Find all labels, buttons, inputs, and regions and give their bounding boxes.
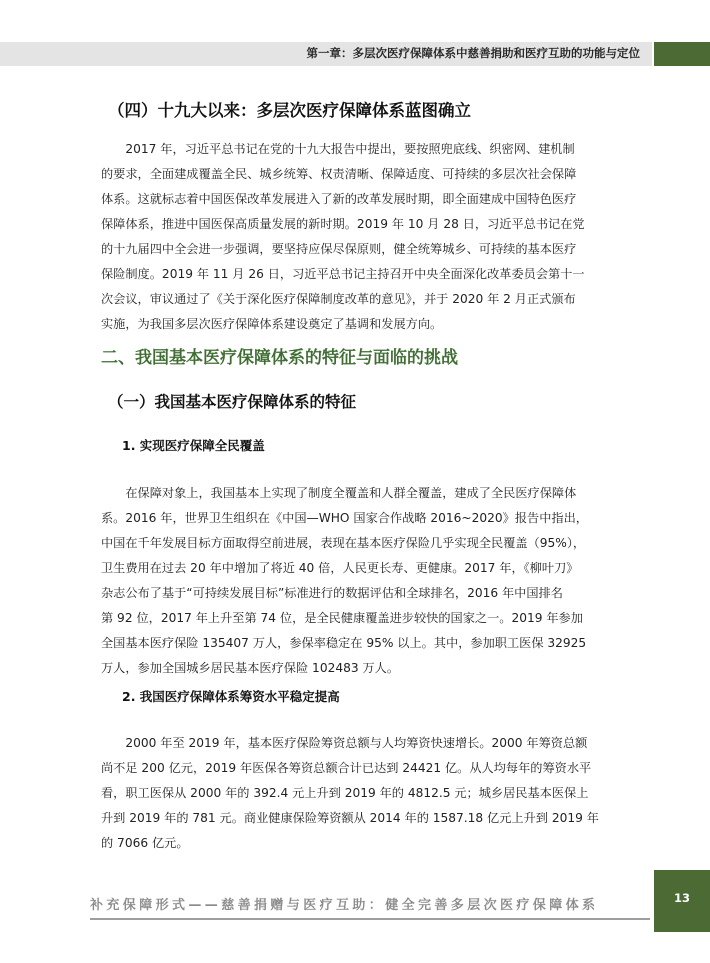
point-2-paragraph [101,731,631,856]
paragraph-line: 保障体系，推进中国医保高质量发展的新时期。2019 年 10 月 28 日，习近平总书记在党 [101,217,585,231]
paragraph-line: 卫生费用在过去 20 年中增加了将近 40 倍，人民更长寿、更健康。2017 年，《柳叶刀》 [101,561,579,575]
point-1-heading: 1. 实现医疗保障全民覆盖 [122,438,265,453]
paragraph-line: 杂志公布了基于“可持续发展目标”标准进行的数据评估和全球排名，2016 年中国排名 [101,586,563,600]
section-4-paragraph [101,137,631,337]
paragraph-line: 的十九届四中全会进一步强调，要坚持应保尽保原则，健全统筹城乡、可持续的基本医疗 [101,242,577,256]
paragraph-line: 看，职工医保从 2000 年的 392.4 元上升到 2019 年的 4812.5 元；城乡居民基本医保上 [101,786,589,800]
chapter-title: 第一章：多层次医疗保障体系中慈善捐助和医疗互助的功能与定位 [306,46,640,60]
section-4-heading: （四）十九大以来：多层次医疗保障体系蓝图确立 [108,101,471,120]
page-number: 13 [673,891,690,905]
point-1-paragraph [101,481,631,681]
paragraph-line: 第 92 位，2017 年上升至第 74 位，是全民健康覆盖进步较快的国家之一。2019 年参加 [101,611,583,625]
paragraph-line: 2000 年至 2019 年，基本医疗保险筹资总额与人均筹资快速增长。2000 年筹资总额 [101,736,588,750]
paragraph-line: 全国基本医疗保险 135407 万人，参保率稳定在 95% 以上。其中，参加职工医保 32925 [101,636,587,650]
paragraph-line: 实施，为我国多层次医疗保障体系建设奠定了基调和发展方向。 [101,317,443,331]
paragraph-line: 在保障对象上，我国基本上实现了制度全覆盖和人群全覆盖，建成了全民医疗保障体 [101,486,577,500]
paragraph-line: 体系。这就标志着中国医保改革发展进入了新的改革发展时期，即全面建成中国特色医疗 [101,192,577,206]
point-2-heading: 2. 我国医疗保障体系筹资水平稳定提高 [122,689,340,704]
footer-divider [90,918,650,920]
paragraph-line: 系。2016 年，世界卫生组织在《中国—WHO 国家合作战略 2016~2020》报告中指出， [101,511,588,525]
paragraph-line: 升到 2019 年的 781 元。商业健康保险筹资额从 2014 年的 1587.18 亿元上升到 2019 年 [101,811,599,825]
paragraph-line: 万人，参加全国城乡居民基本医疗保险 102483 万人。 [101,661,400,675]
paragraph-line: 保险制度。2019 年 11 月 26 日，习近平总书记主持召开中央全面深化改革委员会第十一 [101,267,585,281]
paragraph-line: 次会议，审议通过了《关于深化医疗保障制度改革的意见》，并于 2020 年 2 月正式颁布 [101,292,576,306]
paragraph-line: 尚不足 200 亿元，2019 年医保各筹资总额合计已达到 24421 亿。从人均每年的筹资水平 [101,761,592,775]
paragraph-line: 2017 年，习近平总书记在党的十九大报告中提出，要按照兜底线、织密网、建机制 [101,142,575,156]
section-2-heading: 二、我国基本医疗保障体系的特征与面临的挑战 [101,348,458,368]
paragraph-line: 中国在千年发展目标方面取得空前进展，表现在基本医疗保险几乎实现全民覆盖（95%）， [101,536,586,550]
footer-book-title: 补充保障形式——慈善捐赠与医疗互助：健全完善多层次医疗保障体系 [90,898,599,913]
header-accent-block [654,42,710,66]
subsection-1-heading: （一）我国基本医疗保障体系的特征 [108,393,357,411]
paragraph-line: 的要求，全面建成覆盖全民、城乡统筹、权责清晰、保障适度、可持续的多层次社会保障 [101,167,577,181]
paragraph-line: 的 7066 亿元。 [101,836,189,850]
